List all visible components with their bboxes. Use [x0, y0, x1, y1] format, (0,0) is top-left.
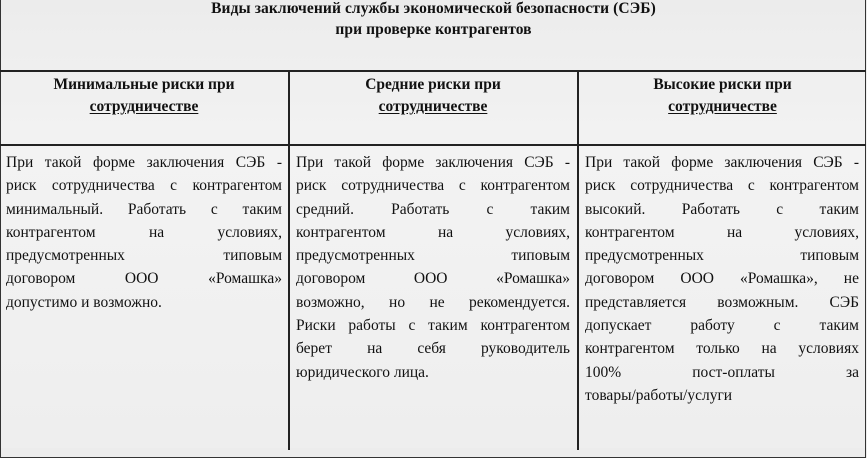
- header-line: Минимальные риски при: [53, 76, 235, 93]
- cell-text-line: [296, 314, 570, 337]
- cell-high-risk: [585, 151, 859, 407]
- cell-text-line: [585, 267, 859, 290]
- cell-medium-risk: [296, 151, 570, 384]
- header-line: Высокие риски при: [653, 76, 792, 93]
- cell-text-fragment: с: [486, 200, 494, 218]
- cell-text-fragment: ООО: [413, 270, 448, 288]
- cell-text-fragment: допускает: [585, 317, 652, 335]
- cell-text-fragment: берет: [296, 340, 332, 358]
- header-line: Средние риски при: [365, 76, 501, 93]
- cell-text-fragment: условиях,: [794, 223, 859, 241]
- cell-text-fragment: на: [726, 223, 743, 241]
- cell-text-line: [6, 267, 282, 290]
- cell-text-fragment: ООО: [124, 270, 159, 288]
- cell-text-fragment: не: [843, 270, 859, 288]
- cell-text-fragment: таким: [530, 200, 570, 218]
- cell-text-fragment: предусмотренных: [296, 247, 415, 265]
- cell-text-line: [296, 221, 570, 244]
- title-line-1: Виды заключений службы экономической безопасности (СЭБ): [211, 0, 656, 17]
- cell-text-fragment: При такой форме заключения СЭБ -: [585, 154, 859, 171]
- cell-text-line: [585, 151, 859, 174]
- column-header-minimal: [0, 74, 288, 144]
- cell-text-fragment: на: [367, 340, 383, 358]
- cell-text-fragment: с: [776, 200, 784, 218]
- cell-text-line: [296, 291, 570, 314]
- cell-text-fragment: Риски работы с таким контрагентом: [296, 317, 570, 335]
- cell-text-fragment: таким: [819, 200, 859, 218]
- cell-text-line: [6, 198, 282, 221]
- header-line: сотрудничестве: [89, 98, 199, 115]
- cell-text-fragment: типовым: [223, 247, 282, 265]
- cell-text-fragment: договором: [6, 270, 76, 288]
- cell-text-fragment: контрагентом: [585, 223, 675, 241]
- cell-text-fragment: товары/работы/услуги: [585, 386, 733, 404]
- cell-minimal-risk: [6, 151, 282, 314]
- column-header-high: [578, 74, 867, 144]
- cell-text-line: [585, 337, 859, 360]
- cell-text-fragment: средний.: [296, 200, 354, 218]
- cell-text-fragment: юридического лица.: [296, 363, 429, 381]
- cell-text-line: [6, 244, 282, 267]
- cell-text-fragment: риск сотрудничества с контрагентом: [585, 177, 859, 195]
- cell-text-line: [6, 151, 282, 174]
- cell-text-fragment: допустимо и возможно.: [6, 293, 162, 311]
- cell-text-fragment: ООО: [680, 270, 714, 288]
- cell-text-fragment: возможным.: [717, 293, 799, 311]
- cell-text-line: [296, 361, 570, 384]
- cell-text-fragment: При такой форме заключения СЭБ -: [296, 154, 570, 171]
- cell-text-line: [585, 221, 859, 244]
- cell-text-fragment: таким: [242, 200, 282, 218]
- cell-text-line: [585, 174, 859, 197]
- cell-text-line: [585, 384, 859, 407]
- cell-text-fragment: но: [389, 293, 406, 311]
- cell-text-fragment: на: [148, 223, 165, 241]
- cell-text-fragment: таким: [819, 317, 859, 335]
- cell-text-fragment: возможно,: [296, 293, 365, 311]
- cell-text-fragment: договором: [296, 270, 366, 288]
- cell-text-fragment: с: [210, 200, 218, 218]
- cell-text-line: [6, 291, 282, 314]
- cell-text-line: [585, 361, 859, 384]
- cell-text-fragment: не: [429, 293, 445, 311]
- cell-text-fragment: типовым: [511, 247, 570, 265]
- cell-text-fragment: Работать: [127, 200, 187, 218]
- cell-text-fragment: типовым: [800, 247, 859, 265]
- cell-text-fragment: Работать: [681, 200, 740, 218]
- cell-text-fragment: себя: [417, 340, 446, 358]
- cell-text-fragment: пост-оплаты: [692, 363, 775, 381]
- cell-text-fragment: «Ромашка»: [496, 270, 570, 288]
- cell-text-fragment: 100%: [585, 363, 622, 381]
- cell-text-fragment: риск сотрудничества с контрагентом: [296, 177, 570, 195]
- cell-text-fragment: работу: [690, 317, 735, 335]
- cell-text-fragment: Работать: [391, 200, 450, 218]
- title-line-2: при проверке контрагентов: [335, 21, 532, 38]
- cell-text-line: [296, 151, 570, 174]
- header-line: сотрудничестве: [668, 98, 777, 115]
- cell-text-fragment: СЭБ: [829, 293, 859, 311]
- cell-text-fragment: контрагентом только на условиях: [585, 340, 859, 358]
- cell-text-line: [585, 244, 859, 267]
- cell-text-line: [6, 221, 282, 244]
- cell-text-fragment: на: [437, 223, 454, 241]
- cell-text-line: [585, 314, 859, 337]
- cell-text-line: [296, 267, 570, 290]
- cell-text-line: [585, 198, 859, 221]
- column-header-medium: [289, 74, 577, 144]
- cell-text-fragment: «Ромашка»,: [740, 270, 818, 288]
- header-bottom-rule: [0, 144, 866, 146]
- cell-text-fragment: минимальный.: [6, 200, 104, 218]
- cell-text-line: [6, 174, 282, 197]
- cell-text-fragment: условиях,: [505, 223, 570, 241]
- cell-text-fragment: контрагентом: [296, 223, 386, 241]
- cell-text-line: [585, 291, 859, 314]
- cell-text-fragment: за: [845, 363, 859, 381]
- cell-text-line: [296, 244, 570, 267]
- cell-text-fragment: рекомендуется.: [468, 293, 570, 311]
- document-title: [0, 0, 867, 70]
- cell-text-line: [296, 174, 570, 197]
- cell-text-fragment: высокий.: [585, 200, 646, 218]
- cell-text-fragment: контрагентом: [6, 223, 96, 241]
- table-top-rule: [0, 70, 866, 72]
- cell-text-fragment: договором: [585, 270, 655, 288]
- cell-text-fragment: руководитель: [481, 340, 570, 358]
- cell-text-line: [296, 337, 570, 360]
- cell-text-line: [296, 198, 570, 221]
- cell-text-fragment: с: [773, 317, 781, 335]
- cell-text-fragment: предусмотренных: [6, 247, 125, 265]
- cell-text-fragment: предусмотренных: [585, 247, 704, 265]
- header-line: сотрудничестве: [378, 98, 488, 115]
- cell-text-fragment: При такой форме заключения СЭБ -: [6, 154, 282, 171]
- cell-text-fragment: «Ромашка»: [208, 270, 282, 288]
- cell-text-fragment: риск сотрудничества с контрагентом: [6, 177, 282, 195]
- cell-text-fragment: представляется: [585, 293, 687, 311]
- cell-text-fragment: условиях,: [217, 223, 282, 241]
